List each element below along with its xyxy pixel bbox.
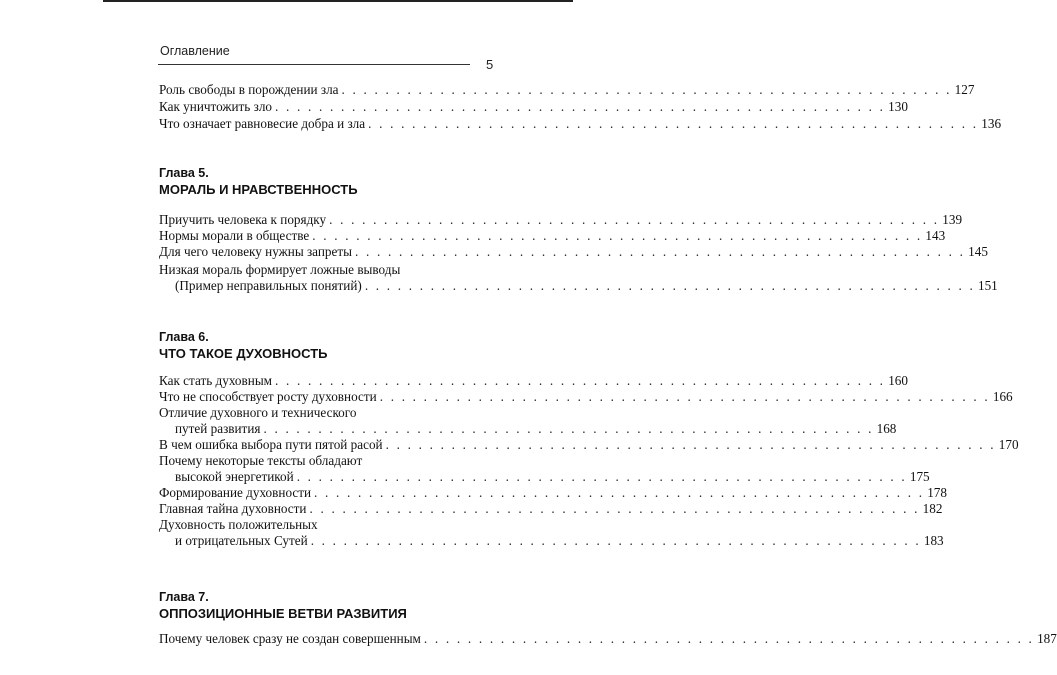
dot-leader: . . . . . . . . . . . . . . . . . . . . . . . . . . . . . . . . . . . . . . . . . . . . . . . . . . . . . . . .	[275, 373, 886, 388]
toc-entry-title: путей развития	[175, 421, 261, 436]
chapter-number: Глава 5.	[159, 166, 209, 180]
toc-entry-title: Формирование духовности	[159, 485, 312, 500]
chapter-title: ЧТО ТАКОЕ ДУХОВНОСТЬ	[159, 346, 328, 361]
toc-entry[interactable]	[159, 244, 988, 260]
toc-entry-title: Что означает равновесие добра и зла	[159, 116, 366, 131]
toc-entry-title: Почему некоторые тексты обладают	[159, 453, 363, 468]
running-head-title: Оглавление	[160, 44, 230, 58]
dot-leader: . . . . . . . . . . . . . . . . . . . . . . . . . . . . . . . . . . . . . . . . . . . . . . . . . . . . . . . .	[355, 244, 966, 259]
toc-entry-title: высокой энергетикой	[175, 469, 294, 484]
dot-leader: . . . . . . . . . . . . . . . . . . . . . . . . . . . . . . . . . . . . . . . . . . . . . . . . . . . . . . . .	[309, 501, 920, 516]
toc-entry-title: Главная тайна духовности	[159, 501, 307, 516]
dot-leader: . . . . . . . . . . . . . . . . . . . . . . . . . . . . . . . . . . . . . . . . . . . . . . . . . . . . . . . .	[263, 421, 874, 436]
toc-entry-title: Духовность положительных	[159, 517, 318, 532]
chapter-title: ОППОЗИЦИОННЫЕ ВЕТВИ РАЗВИТИЯ	[159, 606, 407, 621]
toc-entry-page: 151	[977, 278, 998, 293]
toc-entry-page: 166	[992, 389, 1013, 404]
toc-entry[interactable]	[159, 389, 1013, 405]
toc-entry-title: Низкая мораль формирует ложные выводы	[159, 262, 401, 277]
toc-entry-title: Роль свободы в порождении зла	[159, 82, 339, 97]
dot-leader: . . . . . . . . . . . . . . . . . . . . . . . . . . . . . . . . . . . . . . . . . . . . . . . . . . . . . . . .	[314, 485, 925, 500]
toc-entry-title: Что не способствует росту духовности	[159, 389, 377, 404]
toc-entry[interactable]	[159, 99, 908, 115]
dot-leader: . . . . . . . . . . . . . . . . . . . . . . . . . . . . . . . . . . . . . . . . . . . . . . . . . . . . . . . .	[379, 389, 990, 404]
toc-entry[interactable]	[159, 116, 1002, 132]
dot-leader: . . . . . . . . . . . . . . . . . . . . . . . . . . . . . . . . . . . . . . . . . . . . . . . . . . . . . . . .	[296, 469, 907, 484]
toc-entry-title: Отличие духовного и технического	[159, 405, 357, 420]
toc-entry-title: (Пример неправильных понятий)	[175, 278, 362, 293]
dot-leader: . . . . . . . . . . . . . . . . . . . . . . . . . . . . . . . . . . . . . . . . . . . . . . . . . . . . . . . .	[368, 116, 979, 131]
toc-entry[interactable]	[159, 82, 975, 98]
dot-leader: . . . . . . . . . . . . . . . . . . . . . . . . . . . . . . . . . . . . . . . . . . . . . . . . . . . . . . . .	[329, 212, 940, 227]
toc-entry[interactable]	[159, 631, 1057, 647]
dot-leader: . . . . . . . . . . . . . . . . . . . . . . . . . . . . . . . . . . . . . . . . . . . . . . . . . . . . . . . .	[275, 99, 886, 114]
toc-entry-page: 160	[888, 373, 908, 388]
toc-entry-page: 178	[927, 485, 947, 500]
toc-entry-title: Приучить человека к порядку	[159, 212, 327, 227]
toc-entry-page: 145	[968, 244, 988, 259]
chapter-heading	[159, 589, 407, 623]
chapter-title: МОРАЛЬ И НРАВСТВЕННОСТЬ	[159, 182, 358, 197]
chapter-heading	[159, 165, 358, 199]
toc-entry[interactable]	[159, 453, 930, 485]
toc-entry[interactable]	[159, 212, 963, 228]
toc-entry-title: Как стать духовным	[159, 373, 273, 388]
toc-entry-page: 136	[981, 116, 1002, 131]
dot-leader: . . . . . . . . . . . . . . . . . . . . . . . . . . . . . . . . . . . . . . . . . . . . . . . . . . . . . . . .	[423, 631, 1035, 646]
dot-leader: . . . . . . . . . . . . . . . . . . . . . . . . . . . . . . . . . . . . . . . . . . . . . . . . . . . . . . . .	[385, 437, 996, 452]
toc-entry-page: 187	[1037, 631, 1057, 646]
toc-entry-title: Почему человек сразу не создан совершенным	[159, 631, 421, 646]
toc-entry-title: Нормы морали в обществе	[159, 228, 310, 243]
toc-entry[interactable]	[159, 228, 946, 244]
dot-leader: . . . . . . . . . . . . . . . . . . . . . . . . . . . . . . . . . . . . . . . . . . . . . . . . . . . . . . . .	[310, 533, 921, 548]
toc-entry[interactable]	[159, 437, 1019, 453]
toc-entry-page: 130	[888, 99, 908, 114]
toc-entry-title: Как уничтожить зло	[159, 99, 273, 114]
toc-entry-page: 175	[909, 469, 930, 484]
toc-entry[interactable]	[159, 405, 897, 437]
toc-entry-page: 170	[998, 437, 1019, 452]
dot-leader: . . . . . . . . . . . . . . . . . . . . . . . . . . . . . . . . . . . . . . . . . . . . . . . . . . . . . . . .	[364, 278, 975, 293]
toc-entry-title: В чем ошибка выбора пути пятой расой	[159, 437, 383, 452]
chapter-number: Глава 6.	[159, 330, 209, 344]
toc-entry[interactable]	[159, 373, 908, 389]
toc-entry-title: и отрицательных Сутей	[175, 533, 308, 548]
toc-entry[interactable]	[159, 485, 947, 501]
chapter-heading	[159, 329, 328, 363]
dot-leader: . . . . . . . . . . . . . . . . . . . . . . . . . . . . . . . . . . . . . . . . . . . . . . . . . . . . . . . .	[341, 82, 952, 97]
toc-entry[interactable]	[159, 517, 944, 549]
toc-entry-page: 127	[954, 82, 975, 97]
toc-entry-page: 139	[942, 212, 963, 227]
dot-leader: . . . . . . . . . . . . . . . . . . . . . . . . . . . . . . . . . . . . . . . . . . . . . . . . . . . . . . . .	[312, 228, 923, 243]
toc-entry-page: 183	[923, 533, 944, 548]
page-number: 5	[486, 57, 494, 72]
toc-entry[interactable]	[159, 501, 943, 517]
toc-entry-page: 143	[925, 228, 946, 243]
toc-entry-page: 168	[876, 421, 897, 436]
chapter-number: Глава 7.	[159, 590, 209, 604]
toc-entry[interactable]	[159, 262, 998, 294]
toc-entry-title: Для чего человеку нужны запреты	[159, 244, 352, 259]
toc-entry-page: 182	[922, 501, 943, 516]
